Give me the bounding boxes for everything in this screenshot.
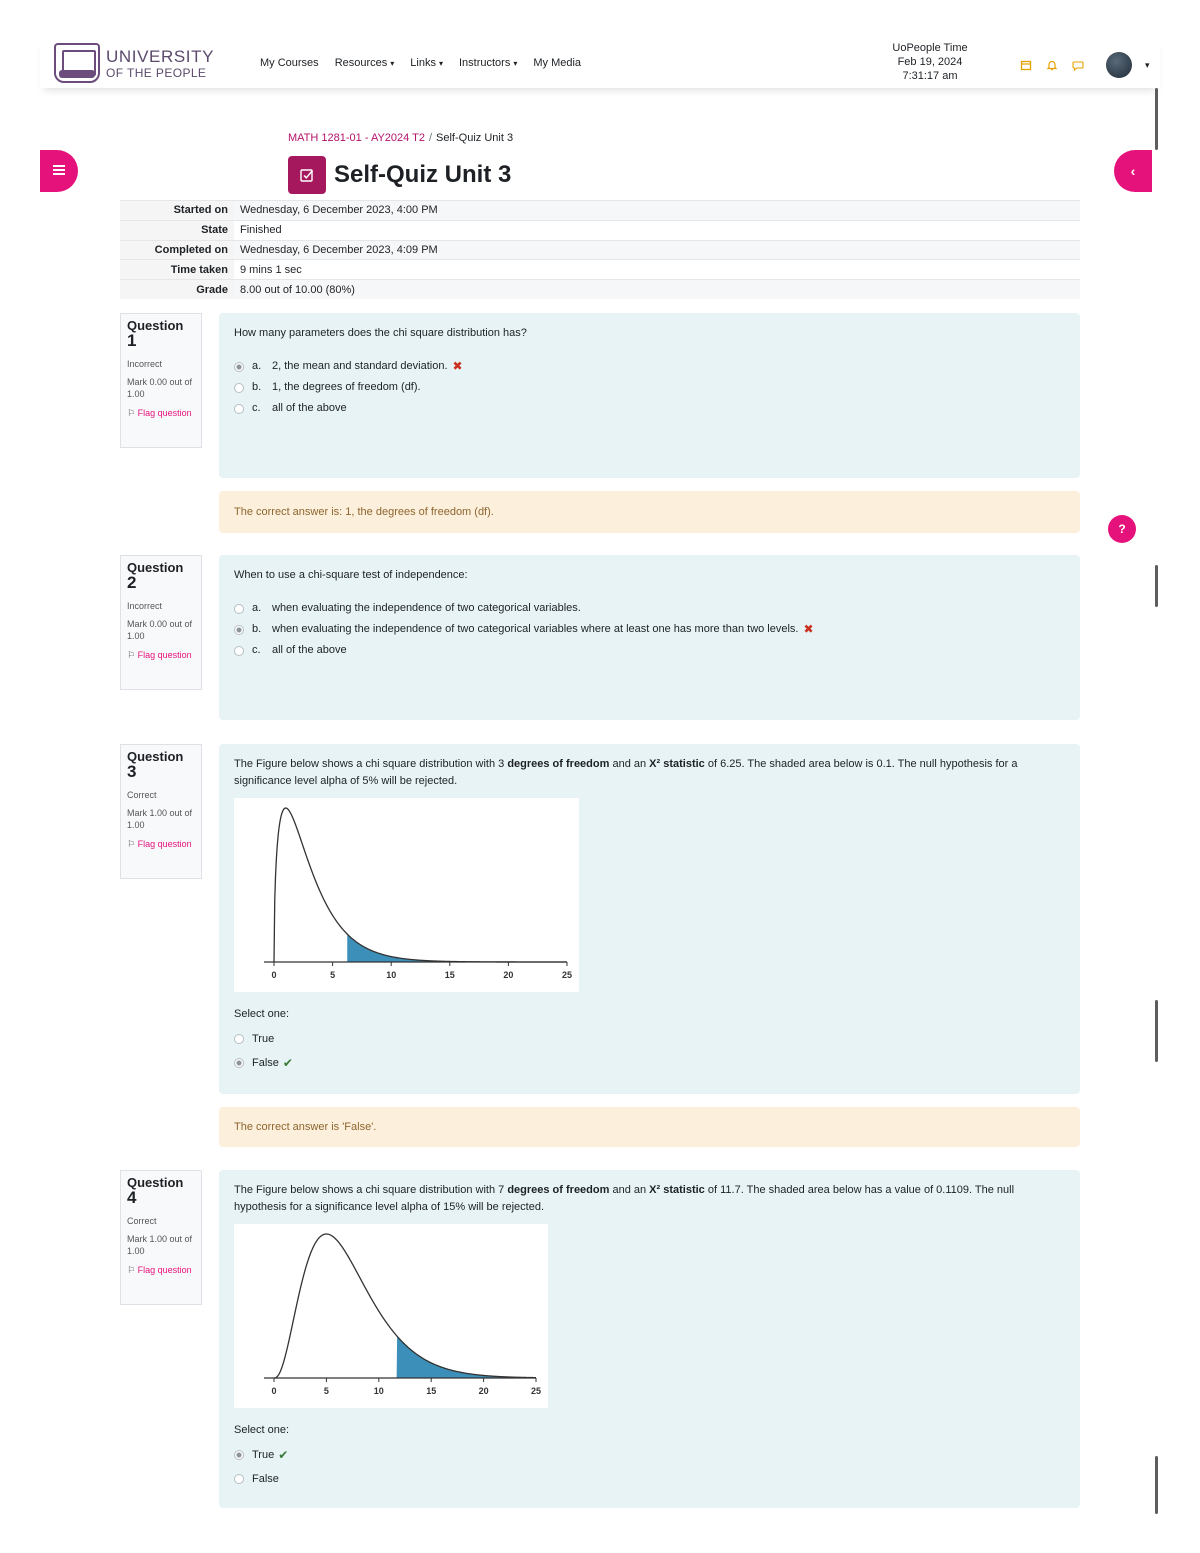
menu-instructors[interactable]: Instructors ▾ <box>458 57 518 69</box>
radio-button[interactable] <box>234 362 244 372</box>
x-tick-label: 5 <box>330 970 336 980</box>
x-tick-label: 0 <box>271 970 277 980</box>
radio-button[interactable] <box>234 1034 244 1044</box>
x-tick-label: 15 <box>426 1386 437 1396</box>
chevron-down-icon[interactable]: ▾ <box>1145 59 1150 70</box>
answer-option-c[interactable]: c. all of the above <box>234 640 1065 661</box>
question-mark-icon: ? <box>1118 522 1126 536</box>
select-one-label: Select one: <box>234 1424 290 1436</box>
question-text: How many parameters does the chi square distribution has? <box>234 327 527 339</box>
menu-my-media[interactable]: My Media <box>533 57 582 69</box>
table-row: State Finished <box>120 220 1080 240</box>
radio-button[interactable] <box>234 404 244 414</box>
shaded-tail-area <box>347 934 567 962</box>
option-false[interactable]: False <box>234 1467 1065 1491</box>
question-mark: Mark 1.00 out of 1.00 <box>127 808 193 830</box>
x-tick-label: 20 <box>503 970 514 980</box>
x-tick-label: 0 <box>271 1386 277 1396</box>
flag-icon: ⚐ <box>127 1265 138 1275</box>
correct-icon: ✔ <box>282 1055 293 1070</box>
radio-button[interactable] <box>234 1474 244 1484</box>
crest-icon <box>54 43 100 83</box>
flag-icon: ⚐ <box>127 408 138 418</box>
density-curve <box>274 808 567 962</box>
avatar[interactable] <box>1106 52 1132 78</box>
breadcrumb: MATH 1281-01 - AY2024 T2 / Self-Quiz Unit 3 <box>288 132 514 144</box>
shaded-tail-area <box>397 1336 536 1378</box>
x-tick-label: 10 <box>386 970 397 980</box>
answer-option-c[interactable]: c. all of the above <box>234 398 1065 419</box>
question-text: The Figure below shows a chi square distribution with 7 degrees of freedom and an X² statistic of 11.7. The shaded area below has a value of 0.1109. The null hypothesis for a significance level alpha of 15% will be rejected. <box>234 1184 1015 1213</box>
correct-icon: ✔ <box>278 1447 289 1462</box>
question-content-4 <box>219 1170 1080 1508</box>
site-logo[interactable] <box>54 43 234 83</box>
answer-option-b[interactable]: b. 1, the degrees of freedom (df). <box>234 377 1065 398</box>
question-content-1 <box>219 313 1080 478</box>
answer-option-b[interactable]: b. when evaluating the independence of two categorical variables where at least one has more than two levels. ✖ <box>234 619 1065 640</box>
chat-icon[interactable] <box>1070 57 1086 73</box>
radio-button[interactable] <box>234 625 244 635</box>
time-clock: 7:31:17 am <box>902 70 958 82</box>
menu-resources[interactable]: Resources ▾ <box>334 57 395 69</box>
question-state: Correct <box>127 1216 157 1226</box>
breadcrumb-current: Self-Quiz Unit 3 <box>436 132 514 144</box>
course-index-toggle[interactable] <box>40 150 78 192</box>
top-navbar <box>40 38 1160 88</box>
answer-list <box>234 356 1065 419</box>
menu-my-courses[interactable]: My Courses <box>260 57 319 69</box>
logo-line2: OF THE PEOPLE <box>106 65 207 80</box>
scrollbar-thumb[interactable] <box>1155 1456 1158 1514</box>
nav-icons <box>1018 52 1150 78</box>
breadcrumb-course-link[interactable]: MATH 1281-01 - AY2024 T2 <box>288 132 425 144</box>
quiz-icon <box>288 156 326 194</box>
question-info-4: Question 4 Correct Mark 1.00 out of 1.00 ⚐ Flag question <box>120 1170 202 1305</box>
question-mark: Mark 0.00 out of 1.00 <box>127 619 193 641</box>
answer-option-a[interactable]: a. when evaluating the independence of two categorical variables. <box>234 598 1065 619</box>
question-state: Correct <box>127 790 157 800</box>
flag-question-link[interactable]: ⚐ Flag question <box>127 839 192 849</box>
chevron-down-icon: ▾ <box>390 59 395 68</box>
radio-button[interactable] <box>234 1450 244 1460</box>
radio-button[interactable] <box>234 604 244 614</box>
question-content-3 <box>219 744 1080 1094</box>
time-date: Feb 19, 2024 <box>897 56 963 68</box>
table-row: Grade 8.00 out of 10.00 (80%) <box>120 280 1080 300</box>
x-tick-label: 15 <box>444 970 455 980</box>
time-taken-value: 9 mins 1 sec <box>234 260 1080 280</box>
x-tick-label: 10 <box>373 1386 384 1396</box>
menu-links[interactable]: Links ▾ <box>410 57 443 69</box>
question-content-2 <box>219 555 1080 720</box>
table-row: Started on Wednesday, 6 December 2023, 4:00 PM <box>120 201 1080 221</box>
logo-line1: UNIVERSITY <box>106 46 215 66</box>
chi-square-distribution-plot <box>234 798 579 992</box>
flag-question-link[interactable]: ⚐ Flag question <box>127 650 192 660</box>
chi-square-distribution-plot <box>234 1224 548 1408</box>
question-feedback-3: The correct answer is 'False'. <box>219 1107 1080 1147</box>
option-true[interactable]: True <box>234 1027 1065 1051</box>
calendar-icon[interactable] <box>1018 57 1034 73</box>
chevron-down-icon: ▾ <box>513 59 518 68</box>
x-tick-label: 5 <box>323 1386 329 1396</box>
answer-list <box>234 598 1065 661</box>
question-info-2: Question 2 Incorrect Mark 0.00 out of 1.00 ⚐ Flag question <box>120 555 202 690</box>
option-true[interactable]: True ✔ <box>234 1443 1065 1467</box>
incorrect-icon: ✖ <box>452 359 463 373</box>
x-tick-label: 25 <box>561 970 573 980</box>
option-false[interactable]: False ✔ <box>234 1051 1065 1075</box>
quiz-summary-table <box>120 200 1080 299</box>
flag-question-link[interactable]: ⚐ Flag question <box>127 408 192 418</box>
scrollbar-thumb[interactable] <box>1155 88 1158 150</box>
page-header <box>288 156 511 194</box>
question-text: When to use a chi-square test of independence: <box>234 569 468 581</box>
question-state: Incorrect <box>127 601 163 611</box>
question-info-1: Question 1 Incorrect Mark 0.00 out of 1.00 ⚐ Flag question <box>120 313 202 448</box>
radio-button[interactable] <box>234 383 244 393</box>
flag-icon: ⚐ <box>127 839 138 849</box>
question-mark: Mark 1.00 out of 1.00 <box>127 1234 193 1256</box>
started-on-value: Wednesday, 6 December 2023, 4:00 PM <box>234 201 1080 221</box>
flag-icon: ⚐ <box>127 650 138 660</box>
grade-value: 8.00 out of 10.00 (80%) <box>234 280 1080 300</box>
block-drawer-toggle[interactable] <box>1114 150 1152 192</box>
answer-option-a[interactable]: a. 2, the mean and standard deviation. ✖ <box>234 356 1065 377</box>
table-row: Time taken 9 mins 1 sec <box>120 260 1080 280</box>
time-label: UoPeople Time <box>892 42 968 54</box>
scrollbar-thumb[interactable] <box>1155 565 1158 607</box>
question-mark: Mark 0.00 out of 1.00 <box>127 377 193 399</box>
chevron-down-icon: ▾ <box>438 59 443 68</box>
list-icon <box>53 164 65 178</box>
chevron-left-icon: ‹ <box>1130 163 1136 179</box>
question-feedback-1: The correct answer is: 1, the degrees of freedom (df). <box>219 491 1080 533</box>
chi-square-chart-q4 <box>234 1224 548 1408</box>
question-info-3: Question 3 Correct Mark 1.00 out of 1.00 ⚐ Flag question <box>120 744 202 879</box>
radio-button[interactable] <box>234 1058 244 1068</box>
chi-square-chart-q3 <box>234 798 579 992</box>
question-text: The Figure below shows a chi square distribution with 3 degrees of freedom and an X² statistic of 6.25. The shaded area below is 0.1. The null hypothesis for a significance level alpha of 5% will be rejected. <box>234 758 1018 787</box>
help-button[interactable] <box>1108 515 1136 543</box>
scrollbar-thumb[interactable] <box>1155 1000 1158 1062</box>
page-title: Self-Quiz Unit 3 <box>334 161 512 188</box>
radio-button[interactable] <box>234 646 244 656</box>
bell-icon[interactable] <box>1044 57 1060 73</box>
uopeople-time <box>880 41 980 83</box>
main-menu <box>260 57 581 69</box>
table-row: Completed on Wednesday, 6 December 2023, 4:09 PM <box>120 240 1080 260</box>
x-tick-label: 25 <box>530 1386 542 1396</box>
state-value: Finished <box>234 220 1080 240</box>
incorrect-icon: ✖ <box>803 622 814 636</box>
completed-on-value: Wednesday, 6 December 2023, 4:09 PM <box>234 240 1080 260</box>
question-state: Incorrect <box>127 359 163 369</box>
flag-question-link[interactable]: ⚐ Flag question <box>127 1265 192 1275</box>
x-tick-label: 20 <box>478 1386 489 1396</box>
select-one-label: Select one: <box>234 1008 290 1020</box>
